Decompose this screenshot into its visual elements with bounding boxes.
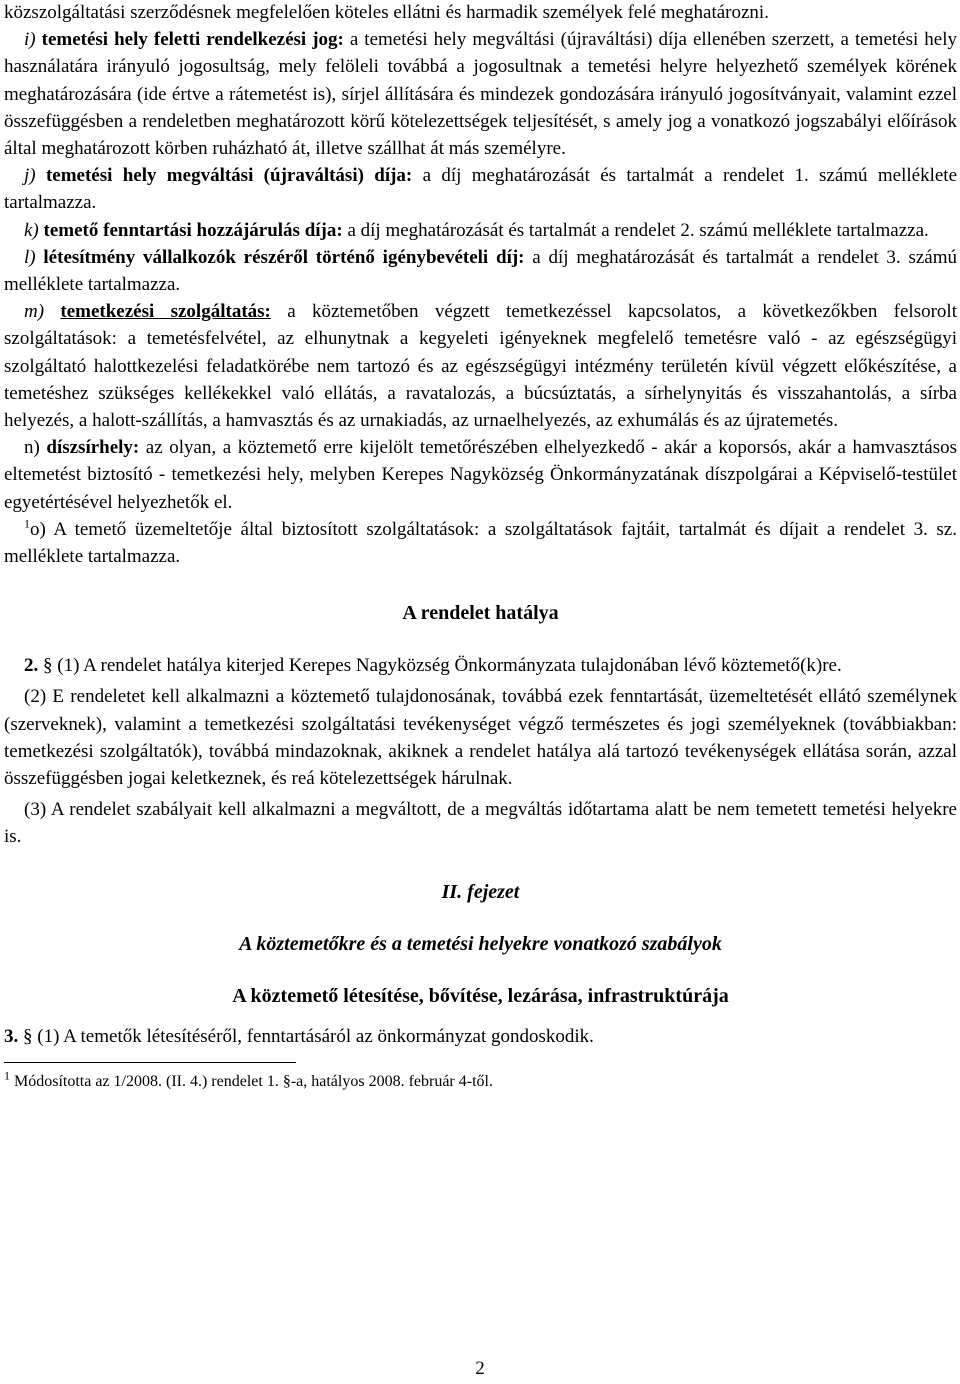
item-label: l) [24, 246, 36, 268]
paragraph-continuation [4, 0, 957, 26]
chapter-number: II. fejezet [441, 880, 520, 903]
item-term: temetési hely megváltási (újraváltási) díja: [45, 165, 413, 187]
text: közszolgáltatási szerződésnek megfelelően köteles ellátni és harmadik személyek felé meghatározni. [4, 2, 769, 23]
item-label: k) [24, 219, 39, 241]
text: § (1) A rendelet hatálya kiterjed Kerepes Nagyközség Önkormányzata tulajdonában lévő köztemető(k)re. [38, 655, 842, 677]
item-text: a díj meghatározását és tartalmát a rendelet 3. számú melléklete tartalmazza. [4, 246, 958, 296]
item-text: az olyan, a köztemető erre kijelölt temetőrészében elhelyezkedő - akár a koporsós, akár a hamvasztásos eltemetést biztosító - temetkezési hely, melyben Kerepes Nagyközség Önkormányzatának díszpolgárai a Képviselő-testület egyetértésével helyezhetők el. [4, 437, 957, 513]
paragraph-2-2 [4, 683, 957, 792]
item-label: i) [24, 29, 36, 51]
text: § (1) A temetők létesítéséről, fenntartásáról az önkormányzat gondoskodik. [18, 1025, 594, 1047]
text: (2) E rendeletet kell alkalmazni a köztemető tulajdonosának, továbbá ezek fenntartását, üzemeltetését ellátó személynek (szerveknek), valamint a temetkezési szolgáltatási tevékenységet végző természetes és jogi személyeknek (továbbiakban: temetkezési szolgáltatók), továbbá mindazoknak, akiknek a rendelet hatálya alá tartozó tevékenységek ellátása során, azzal összefüggésben jogai keletkeznek, és reá kötelezettségek hárulnak. [4, 686, 957, 790]
item-term: díszsírhely: [46, 437, 140, 459]
item-text: a köztemetőben végzett temetkezéssel kapcsolatos, a következőkben felsorolt szolgáltatások: a temetésfelvétel, az elhunytnak a kegyeleti igényeknek megfelelő temetésre való - az egészségügyi szolgáltató halottkezelési feladatkörébe nem tartozó és az egészségügyi intézmény területén kívül végzett előkészítése, a temetéshez szükséges kellékekkel való ellátás, a ravatalozás, a búcsúztatás, a sírhelynyitás és visszahantolás, a sírba helyezés, a halott-szállítás, a hamvasztás és az urnakiadás, az urnaelhelyezés, az exhumálás és az újratemetés. [4, 301, 957, 432]
footnote-mark: 1 [4, 1068, 10, 1083]
paragraph-3-1 [4, 1023, 957, 1050]
paragraph-n [4, 434, 957, 516]
paragraph-l [4, 244, 957, 298]
item-text: a temetési hely megváltási (újraváltási) díja ellenében szerzett, a temetési hely használatára irányuló jogosultság, mely felöleli továbbá a jogosultnak a temetési helyre helyezhető személyek körének meghatározására (ide értve a rátemetést is), sírjel állítására és mindezek gondozására irányuló jogosítványait, valamint ezzel összefüggésben a rendeletben meghatározott körű kötelezettségek teljesítését, s amely jog a vonatkozó jogszabályi előírások által meghatározott körben ruházható át, illetve szállhat át más személyre. [4, 29, 957, 160]
page-number: 2 [475, 1358, 485, 1379]
item-label: m) [24, 301, 45, 323]
item-label: n) [24, 437, 40, 459]
footnote-text: Módosította az 1/2008. (II. 4.) rendelet 1. §-a, hatályos 2008. február 4-től. [10, 1072, 493, 1090]
item-label: j) [24, 165, 36, 187]
subsection-title: A köztemető létesítése, bővítése, lezárása, infrastruktúrája [232, 984, 729, 1007]
text: (3) A rendelet szabályait kell alkalmazni a megváltott, de a megváltás időtartama alatt be nem temetett temetési helyekre is. [4, 799, 957, 848]
chapter-title-part: kre és a temetési helyekre vonatkozó szabályok [338, 932, 722, 955]
paragraph-o [4, 516, 957, 570]
item-text: o) A temető üzemeltetője által biztosított szolgáltatások: a szolgáltatások fajtáit, tartalmát és díjait a rendelet 3. sz. melléklete tartalmazza. [4, 518, 957, 568]
item-text: a díj meghatározását és tartalmát a rendelet 2. számú melléklete tartalmazza. [342, 219, 929, 241]
item-term: temetési hely feletti rendelkezési jog: [41, 29, 344, 51]
paragraph-i [4, 26, 957, 162]
chapter-title-part: A köztemető [239, 932, 339, 955]
paragraph-2-1 [4, 652, 957, 679]
footnote [4, 1068, 957, 1093]
chapter-title [4, 931, 957, 957]
item-term: temető fenntartási hozzájárulás díja: [43, 219, 343, 241]
section-title: A rendelet hatálya [402, 602, 559, 625]
paragraph-j [4, 162, 957, 216]
section-number: 2. [24, 655, 39, 677]
section-number: 3. [4, 1025, 19, 1047]
paragraph-2-3 [4, 796, 957, 850]
item-text: a díj meghatározását és tartalmát a rendelet 1. számú melléklete tartalmazza. [4, 165, 958, 214]
footnote-ref: 1 [24, 516, 30, 531]
paragraph-k [4, 217, 957, 244]
document-page [4, 0, 957, 1093]
item-term: temetkezési szolgáltatás: [60, 301, 271, 323]
paragraph-m [4, 298, 957, 434]
item-term: létesítmény vállalkozók részéről történő igénybevételi díj: [43, 246, 525, 268]
